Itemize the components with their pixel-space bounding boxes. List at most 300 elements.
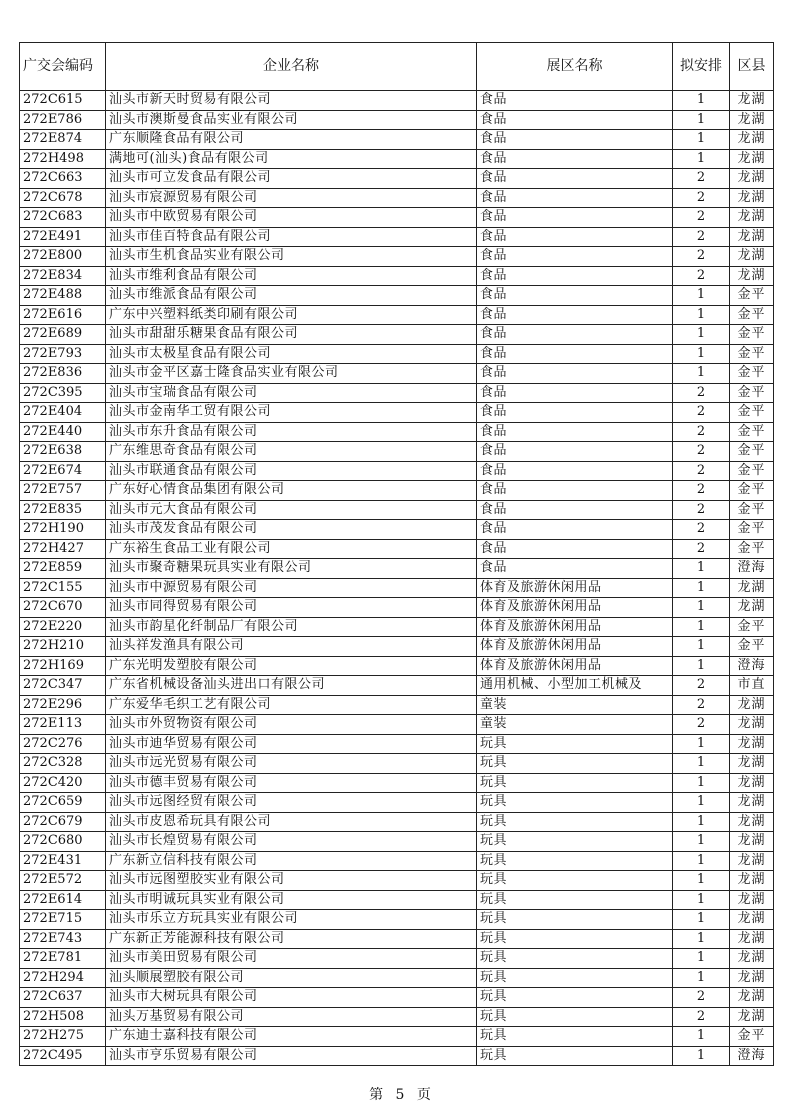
cell-code: 272E689 [20, 325, 106, 345]
cell-plan: 1 [673, 110, 730, 130]
cell-district: 龙湖 [730, 695, 774, 715]
cell-zone: 食品 [477, 364, 673, 384]
cell-district: 金平 [730, 1027, 774, 1047]
cell-plan: 1 [673, 617, 730, 637]
cell-company: 广东好心情食品集团有限公司 [106, 481, 477, 501]
header-district: 区县 [730, 43, 774, 91]
cell-district: 龙湖 [730, 832, 774, 852]
cell-plan: 2 [673, 481, 730, 501]
cell-district: 金平 [730, 305, 774, 325]
cell-zone: 体育及旅游休闲用品 [477, 578, 673, 598]
cell-zone: 玩具 [477, 1046, 673, 1066]
company-table [19, 42, 774, 1066]
cell-company: 汕头市远图塑胶实业有限公司 [106, 871, 477, 891]
cell-zone: 玩具 [477, 1027, 673, 1047]
cell-company: 广东爱华毛织工艺有限公司 [106, 695, 477, 715]
table-row [20, 188, 774, 208]
cell-zone: 食品 [477, 130, 673, 150]
cell-code: 272E793 [20, 344, 106, 364]
cell-company: 汕头市澳斯曼食品实业有限公司 [106, 110, 477, 130]
cell-company: 汕头市维利食品有限公司 [106, 266, 477, 286]
table-row [20, 754, 774, 774]
cell-company: 广东裕生食品工业有限公司 [106, 539, 477, 559]
cell-company: 汕头市金平区嘉士隆食品实业有限公司 [106, 364, 477, 384]
cell-code: 272H294 [20, 968, 106, 988]
table-row [20, 227, 774, 247]
cell-code: 272E431 [20, 851, 106, 871]
cell-code: 272C615 [20, 91, 106, 111]
cell-plan: 2 [673, 383, 730, 403]
cell-code: 272H498 [20, 149, 106, 169]
cell-plan: 2 [673, 715, 730, 735]
cell-company: 汕头市联通食品有限公司 [106, 461, 477, 481]
cell-company: 广东迪士嘉科技有限公司 [106, 1027, 477, 1047]
cell-code: 272E715 [20, 910, 106, 930]
cell-company: 汕头市中欧贸易有限公司 [106, 208, 477, 228]
cell-zone: 食品 [477, 461, 673, 481]
table-row [20, 169, 774, 189]
cell-code: 272E835 [20, 500, 106, 520]
cell-company: 汕头市迪华贸易有限公司 [106, 734, 477, 754]
cell-code: 272H275 [20, 1027, 106, 1047]
table-row [20, 403, 774, 423]
cell-zone: 玩具 [477, 812, 673, 832]
cell-zone: 通用机械、小型加工机械及 [477, 676, 673, 696]
table-row [20, 442, 774, 462]
cell-code: 272E800 [20, 247, 106, 267]
table-row [20, 929, 774, 949]
cell-zone: 食品 [477, 559, 673, 579]
cell-code: 272H210 [20, 637, 106, 657]
cell-code: 272E113 [20, 715, 106, 735]
cell-plan: 2 [673, 500, 730, 520]
cell-plan: 2 [673, 695, 730, 715]
table-row [20, 130, 774, 150]
cell-code: 272E834 [20, 266, 106, 286]
cell-company: 汕头市宝瑞食品有限公司 [106, 383, 477, 403]
table-row [20, 383, 774, 403]
table-row [20, 832, 774, 852]
cell-plan: 2 [673, 266, 730, 286]
cell-code: 272E781 [20, 949, 106, 969]
table-row [20, 110, 774, 130]
cell-code: 272E743 [20, 929, 106, 949]
cell-zone: 体育及旅游休闲用品 [477, 598, 673, 618]
table-row [20, 286, 774, 306]
page-footer [0, 1084, 800, 1104]
cell-district: 龙湖 [730, 227, 774, 247]
cell-district: 金平 [730, 344, 774, 364]
cell-district: 龙湖 [730, 929, 774, 949]
cell-company: 汕头市远光贸易有限公司 [106, 754, 477, 774]
cell-district: 龙湖 [730, 188, 774, 208]
header-zone: 展区名称 [477, 43, 673, 91]
cell-plan: 1 [673, 130, 730, 150]
table-row [20, 1027, 774, 1047]
cell-zone: 体育及旅游休闲用品 [477, 637, 673, 657]
cell-company: 汕头市明诚玩具实业有限公司 [106, 890, 477, 910]
cell-plan: 2 [673, 188, 730, 208]
cell-district: 金平 [730, 539, 774, 559]
cell-code: 272H190 [20, 520, 106, 540]
cell-district: 龙湖 [730, 1007, 774, 1027]
cell-plan: 1 [673, 754, 730, 774]
cell-code: 272E786 [20, 110, 106, 130]
table-row [20, 715, 774, 735]
cell-zone: 玩具 [477, 754, 673, 774]
cell-plan: 2 [673, 227, 730, 247]
table-row [20, 461, 774, 481]
cell-district: 龙湖 [730, 754, 774, 774]
cell-zone: 玩具 [477, 832, 673, 852]
cell-code: 272E836 [20, 364, 106, 384]
cell-code: 272C395 [20, 383, 106, 403]
cell-company: 汕头万基贸易有限公司 [106, 1007, 477, 1027]
cell-company: 汕头顺展塑胶有限公司 [106, 968, 477, 988]
cell-code: 272C347 [20, 676, 106, 696]
table-row [20, 266, 774, 286]
table-row [20, 598, 774, 618]
cell-district: 澄海 [730, 1046, 774, 1066]
table-row [20, 793, 774, 813]
cell-plan: 1 [673, 598, 730, 618]
cell-district: 金平 [730, 383, 774, 403]
cell-code: 272E491 [20, 227, 106, 247]
table-row [20, 695, 774, 715]
cell-code: 272E638 [20, 442, 106, 462]
cell-company: 汕头市韵星化纤制品厂有限公司 [106, 617, 477, 637]
cell-company: 广东新立信科技有限公司 [106, 851, 477, 871]
table-row [20, 1007, 774, 1027]
table-row [20, 559, 774, 579]
cell-plan: 1 [673, 910, 730, 930]
cell-code: 272C495 [20, 1046, 106, 1066]
cell-plan: 1 [673, 871, 730, 891]
cell-district: 龙湖 [730, 988, 774, 1008]
cell-company: 汕头祥发渔具有限公司 [106, 637, 477, 657]
cell-plan: 1 [673, 890, 730, 910]
cell-plan: 1 [673, 1046, 730, 1066]
cell-district: 金平 [730, 520, 774, 540]
cell-plan: 2 [673, 169, 730, 189]
cell-plan: 1 [673, 656, 730, 676]
footer-suffix: 页 [416, 1087, 431, 1103]
cell-plan: 1 [673, 325, 730, 345]
cell-district: 金平 [730, 325, 774, 345]
cell-zone: 玩具 [477, 890, 673, 910]
table-row [20, 676, 774, 696]
cell-district: 金平 [730, 637, 774, 657]
cell-district: 龙湖 [730, 793, 774, 813]
cell-plan: 2 [673, 520, 730, 540]
cell-plan: 1 [673, 286, 730, 306]
footer-prefix: 第 [369, 1087, 384, 1103]
cell-company: 汕头市皮恩希玩具有限公司 [106, 812, 477, 832]
cell-district: 澄海 [730, 559, 774, 579]
cell-code: 272E220 [20, 617, 106, 637]
cell-plan: 2 [673, 1007, 730, 1027]
cell-plan: 1 [673, 832, 730, 852]
cell-zone: 玩具 [477, 968, 673, 988]
cell-district: 龙湖 [730, 578, 774, 598]
cell-plan: 1 [673, 149, 730, 169]
cell-company: 汕头市远图经贸有限公司 [106, 793, 477, 813]
cell-district: 龙湖 [730, 890, 774, 910]
cell-plan: 2 [673, 539, 730, 559]
cell-district: 龙湖 [730, 247, 774, 267]
cell-zone: 体育及旅游休闲用品 [477, 656, 673, 676]
cell-code: 272E614 [20, 890, 106, 910]
cell-plan: 1 [673, 968, 730, 988]
cell-zone: 玩具 [477, 949, 673, 969]
table-row [20, 91, 774, 111]
cell-company: 广东光明发塑胶有限公司 [106, 656, 477, 676]
table-row [20, 871, 774, 891]
cell-plan: 2 [673, 442, 730, 462]
cell-company: 汕头市金南华工贸有限公司 [106, 403, 477, 423]
cell-district: 龙湖 [730, 266, 774, 286]
cell-plan: 2 [673, 988, 730, 1008]
cell-zone: 玩具 [477, 988, 673, 1008]
cell-zone: 食品 [477, 110, 673, 130]
cell-district: 龙湖 [730, 130, 774, 150]
cell-district: 龙湖 [730, 968, 774, 988]
cell-company: 广东顺隆食品有限公司 [106, 130, 477, 150]
cell-district: 金平 [730, 422, 774, 442]
cell-zone: 食品 [477, 169, 673, 189]
cell-code: 272H508 [20, 1007, 106, 1027]
cell-company: 汕头市聚奇糖果玩具实业有限公司 [106, 559, 477, 579]
cell-zone: 体育及旅游休闲用品 [477, 617, 673, 637]
cell-code: 272C670 [20, 598, 106, 618]
cell-code: 272C679 [20, 812, 106, 832]
table-row [20, 988, 774, 1008]
cell-company: 汕头市生机食品实业有限公司 [106, 247, 477, 267]
cell-district: 龙湖 [730, 715, 774, 735]
cell-code: 272C276 [20, 734, 106, 754]
cell-zone: 食品 [477, 422, 673, 442]
cell-district: 龙湖 [730, 812, 774, 832]
cell-zone: 食品 [477, 344, 673, 364]
table-row [20, 520, 774, 540]
cell-code: 272C683 [20, 208, 106, 228]
table-header [20, 43, 774, 91]
cell-district: 龙湖 [730, 851, 774, 871]
cell-code: 272C680 [20, 832, 106, 852]
cell-plan: 2 [673, 676, 730, 696]
cell-plan: 2 [673, 403, 730, 423]
cell-code: 272H427 [20, 539, 106, 559]
cell-plan: 1 [673, 578, 730, 598]
cell-code: 272E674 [20, 461, 106, 481]
table-row [20, 500, 774, 520]
cell-company: 汕头市东升食品有限公司 [106, 422, 477, 442]
cell-company: 汕头市美田贸易有限公司 [106, 949, 477, 969]
table-row [20, 578, 774, 598]
table-row [20, 208, 774, 228]
cell-plan: 1 [673, 929, 730, 949]
cell-zone: 玩具 [477, 773, 673, 793]
cell-company: 汕头市德丰贸易有限公司 [106, 773, 477, 793]
table-row [20, 149, 774, 169]
header-code: 广交会编码 [20, 43, 106, 91]
cell-zone: 食品 [477, 305, 673, 325]
header-row [20, 43, 774, 91]
cell-plan: 1 [673, 734, 730, 754]
cell-code: 272E616 [20, 305, 106, 325]
cell-code: 272C328 [20, 754, 106, 774]
header-plan: 拟安排 [673, 43, 730, 91]
cell-company: 汕头市佳百特食品有限公司 [106, 227, 477, 247]
cell-code: 272E296 [20, 695, 106, 715]
cell-company: 汕头市维派食品有限公司 [106, 286, 477, 306]
cell-plan: 1 [673, 1027, 730, 1047]
cell-plan: 1 [673, 793, 730, 813]
cell-district: 金平 [730, 461, 774, 481]
cell-company: 汕头市大树玩具有限公司 [106, 988, 477, 1008]
table-row [20, 949, 774, 969]
cell-zone: 食品 [477, 442, 673, 462]
cell-zone: 食品 [477, 500, 673, 520]
cell-company: 汕头市长煌贸易有限公司 [106, 832, 477, 852]
cell-district: 龙湖 [730, 949, 774, 969]
cell-zone: 玩具 [477, 851, 673, 871]
cell-code: 272C659 [20, 793, 106, 813]
cell-company: 满地可(汕头)食品有限公司 [106, 149, 477, 169]
cell-zone: 食品 [477, 539, 673, 559]
cell-company: 汕头市太极星食品有限公司 [106, 344, 477, 364]
cell-zone: 食品 [477, 286, 673, 306]
table-row [20, 656, 774, 676]
table-row [20, 910, 774, 930]
cell-district: 龙湖 [730, 734, 774, 754]
cell-code: 272C155 [20, 578, 106, 598]
cell-code: 272E404 [20, 403, 106, 423]
cell-plan: 1 [673, 773, 730, 793]
cell-plan: 2 [673, 422, 730, 442]
cell-code: 272E874 [20, 130, 106, 150]
cell-company: 汕头市乐立方玩具实业有限公司 [106, 910, 477, 930]
cell-zone: 食品 [477, 520, 673, 540]
cell-plan: 1 [673, 364, 730, 384]
cell-company: 汕头市亨乐贸易有限公司 [106, 1046, 477, 1066]
cell-code: 272E859 [20, 559, 106, 579]
cell-company: 广东省机械设备汕头进出口有限公司 [106, 676, 477, 696]
cell-district: 澄海 [730, 656, 774, 676]
table-row [20, 734, 774, 754]
table-row [20, 773, 774, 793]
cell-district: 金平 [730, 286, 774, 306]
cell-district: 龙湖 [730, 149, 774, 169]
cell-code: 272H169 [20, 656, 106, 676]
header-company: 企业名称 [106, 43, 477, 91]
cell-zone: 食品 [477, 383, 673, 403]
cell-plan: 1 [673, 812, 730, 832]
table-row [20, 812, 774, 832]
cell-company: 汕头市宸源贸易有限公司 [106, 188, 477, 208]
table-row [20, 851, 774, 871]
cell-plan: 1 [673, 637, 730, 657]
cell-company: 汕头市中源贸易有限公司 [106, 578, 477, 598]
cell-district: 龙湖 [730, 91, 774, 111]
table-row [20, 247, 774, 267]
cell-company: 汕头市外贸物资有限公司 [106, 715, 477, 735]
table-row [20, 364, 774, 384]
table-row [20, 344, 774, 364]
cell-district: 金平 [730, 442, 774, 462]
cell-district: 龙湖 [730, 910, 774, 930]
cell-district: 龙湖 [730, 110, 774, 130]
cell-company: 汕头市茂发食品有限公司 [106, 520, 477, 540]
table-row [20, 617, 774, 637]
cell-plan: 2 [673, 461, 730, 481]
cell-zone: 食品 [477, 247, 673, 267]
cell-district: 金平 [730, 500, 774, 520]
cell-zone: 玩具 [477, 734, 673, 754]
cell-code: 272E572 [20, 871, 106, 891]
cell-zone: 食品 [477, 481, 673, 501]
cell-company: 汕头市元大食品有限公司 [106, 500, 477, 520]
cell-zone: 童装 [477, 715, 673, 735]
table-row [20, 968, 774, 988]
cell-plan: 1 [673, 949, 730, 969]
cell-district: 龙湖 [730, 169, 774, 189]
table-row [20, 422, 774, 442]
cell-code: 272E488 [20, 286, 106, 306]
cell-district: 龙湖 [730, 871, 774, 891]
cell-zone: 玩具 [477, 910, 673, 930]
cell-company: 广东中兴塑料纸类印刷有限公司 [106, 305, 477, 325]
cell-plan: 2 [673, 247, 730, 267]
cell-zone: 玩具 [477, 793, 673, 813]
table-row [20, 481, 774, 501]
table-row [20, 325, 774, 345]
table-row [20, 1046, 774, 1066]
cell-code: 272C420 [20, 773, 106, 793]
cell-company: 汕头市新天时贸易有限公司 [106, 91, 477, 111]
cell-plan: 1 [673, 851, 730, 871]
cell-district: 龙湖 [730, 598, 774, 618]
cell-zone: 食品 [477, 227, 673, 247]
table-row [20, 305, 774, 325]
cell-company: 汕头市同得贸易有限公司 [106, 598, 477, 618]
cell-district: 金平 [730, 364, 774, 384]
cell-zone: 食品 [477, 149, 673, 169]
table-row [20, 890, 774, 910]
table-row [20, 637, 774, 657]
cell-zone: 食品 [477, 91, 673, 111]
cell-company: 广东新正芳能源科技有限公司 [106, 929, 477, 949]
cell-company: 汕头市可立发食品有限公司 [106, 169, 477, 189]
cell-plan: 1 [673, 305, 730, 325]
cell-district: 龙湖 [730, 208, 774, 228]
cell-zone: 童装 [477, 695, 673, 715]
cell-plan: 1 [673, 344, 730, 364]
cell-district: 金平 [730, 403, 774, 423]
cell-zone: 食品 [477, 208, 673, 228]
cell-district: 金平 [730, 617, 774, 637]
cell-zone: 食品 [477, 188, 673, 208]
cell-zone: 玩具 [477, 929, 673, 949]
cell-company: 广东维思奇食品有限公司 [106, 442, 477, 462]
cell-zone: 玩具 [477, 871, 673, 891]
page-number: 5 [395, 1087, 405, 1103]
cell-zone: 玩具 [477, 1007, 673, 1027]
cell-zone: 食品 [477, 266, 673, 286]
cell-plan: 2 [673, 208, 730, 228]
cell-district: 金平 [730, 481, 774, 501]
table-body [20, 91, 774, 1066]
